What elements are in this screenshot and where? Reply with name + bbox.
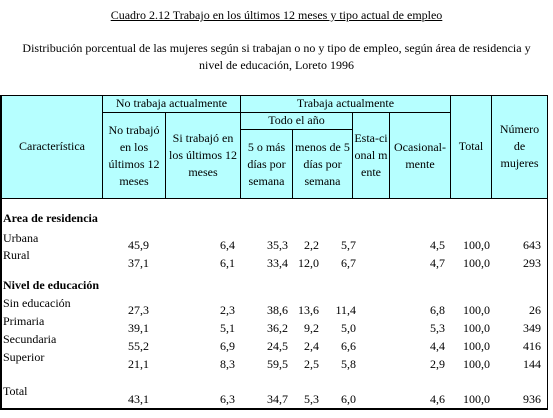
header-ocasionalmente: Ocasional-mente	[394, 139, 446, 171]
table-cell: 6,3	[220, 392, 235, 406]
table-cell: 2,3	[220, 303, 235, 317]
table-cell: 936	[523, 392, 541, 406]
table-cell: 6,7	[341, 256, 356, 270]
table-cell: 6,4	[220, 238, 235, 252]
row-label-urbana: Urbana	[3, 231, 39, 245]
table-cell: 100,0	[463, 321, 490, 335]
table-cell: 349	[523, 321, 541, 335]
header-todo-el-anio: Todo el año	[268, 113, 325, 127]
table-cell: 100,0	[463, 238, 490, 252]
table-cell: 6,1	[220, 256, 235, 270]
header-si-trabajo: Si trabajó en los últimos 12 meses	[168, 131, 237, 179]
table-cell: 5,3	[304, 392, 319, 406]
table-cell: 37,1	[128, 256, 149, 270]
table-cell: 26	[529, 303, 541, 317]
table-cell: 6,6	[341, 339, 356, 353]
table-cell: 100,0	[463, 256, 490, 270]
table-cell: 6,9	[220, 339, 235, 353]
table-cell: 293	[523, 256, 541, 270]
table-cell: 100,0	[463, 339, 490, 353]
table-cell: 39,1	[128, 321, 149, 335]
table-cell: 5,1	[220, 321, 235, 335]
header-trabaja: Trabaja actualmente	[296, 96, 395, 110]
table-cell: 43,1	[128, 392, 149, 406]
header-no-trabajo: No trabajó en los últimos 12 meses	[108, 122, 160, 188]
table-cell: 45,9	[128, 238, 149, 252]
table-cell: 2,2	[304, 238, 319, 252]
header-total: Total	[458, 139, 484, 153]
table-cell: 13,6	[298, 303, 319, 317]
table-cell: 2,4	[304, 339, 319, 353]
table-cell: 5,7	[341, 238, 356, 252]
table-cell: 8,3	[220, 357, 235, 371]
table-cell: 55,2	[128, 339, 149, 353]
row-label-sin-educacion: Sin educación	[3, 296, 71, 310]
row-label-total: Total	[3, 384, 28, 398]
header-caracteristica: Característica	[19, 139, 85, 153]
table-cell: 5,3	[430, 321, 445, 335]
table-cell: 35,3	[267, 238, 288, 252]
table-title: Cuadro 2.12 Trabajo en los últimos 12 meses y tipo actual de empleo	[110, 8, 443, 22]
header-menos-de-5: menos de 5 días por semana	[295, 139, 350, 188]
row-label-rural: Rural	[3, 248, 30, 262]
row-label-secundaria: Secundaria	[3, 332, 57, 346]
table-cell: 38,6	[267, 303, 288, 317]
table-cell: 4,6	[430, 392, 445, 406]
row-label-superior: Superior	[3, 350, 45, 364]
row-label-primaria: Primaria	[3, 314, 45, 328]
table-cell: 2,9	[430, 357, 445, 371]
table-cell: 59,5	[267, 357, 288, 371]
table-cell: 12,0	[298, 256, 319, 270]
table-cell: 5,0	[341, 321, 356, 335]
table-cell: 4,5	[430, 238, 445, 252]
section-area-residencia: Area de residencia	[3, 211, 98, 225]
table-cell: 9,2	[304, 321, 319, 335]
table-cell: 5,8	[341, 357, 356, 371]
header-estacionalmente: Esta-cional mente	[354, 131, 388, 179]
table-cell: 11,4	[335, 303, 356, 317]
table-cell: 643	[523, 238, 541, 252]
table-cell: 4,7	[430, 256, 445, 270]
table-cell: 36,2	[267, 321, 288, 335]
table-cell: 24,5	[267, 339, 288, 353]
table-cell: 100,0	[463, 303, 490, 317]
table-cell: 27,3	[128, 303, 149, 317]
table-cell: 2,5	[304, 357, 319, 371]
table-cell: 4,4	[430, 339, 445, 353]
table-cell: 34,7	[267, 392, 288, 406]
table-subtitle: Distribución porcentual de las mujeres según si trabajan o no y tipo de empleo, según área de residencia y nivel de educación, Loreto 1996	[22, 41, 531, 72]
table-cell: 100,0	[463, 357, 490, 371]
table-cell: 100,0	[463, 392, 490, 406]
table-cell: 6,0	[341, 392, 356, 406]
table-cell: 33,4	[267, 256, 288, 270]
header-no-trabaja: No trabaja actualmente	[115, 96, 228, 110]
header-cinco-o-mas: 5 o más días por semana	[247, 139, 286, 188]
table-cell: 6,8	[430, 303, 445, 317]
header-numero-mujeres: Número de mujeres	[499, 122, 540, 170]
table-cell: 416	[523, 339, 541, 353]
table-cell: 21,1	[128, 357, 149, 371]
section-nivel-educacion: Nivel de educación	[3, 278, 99, 292]
table-cell: 144	[523, 357, 541, 371]
